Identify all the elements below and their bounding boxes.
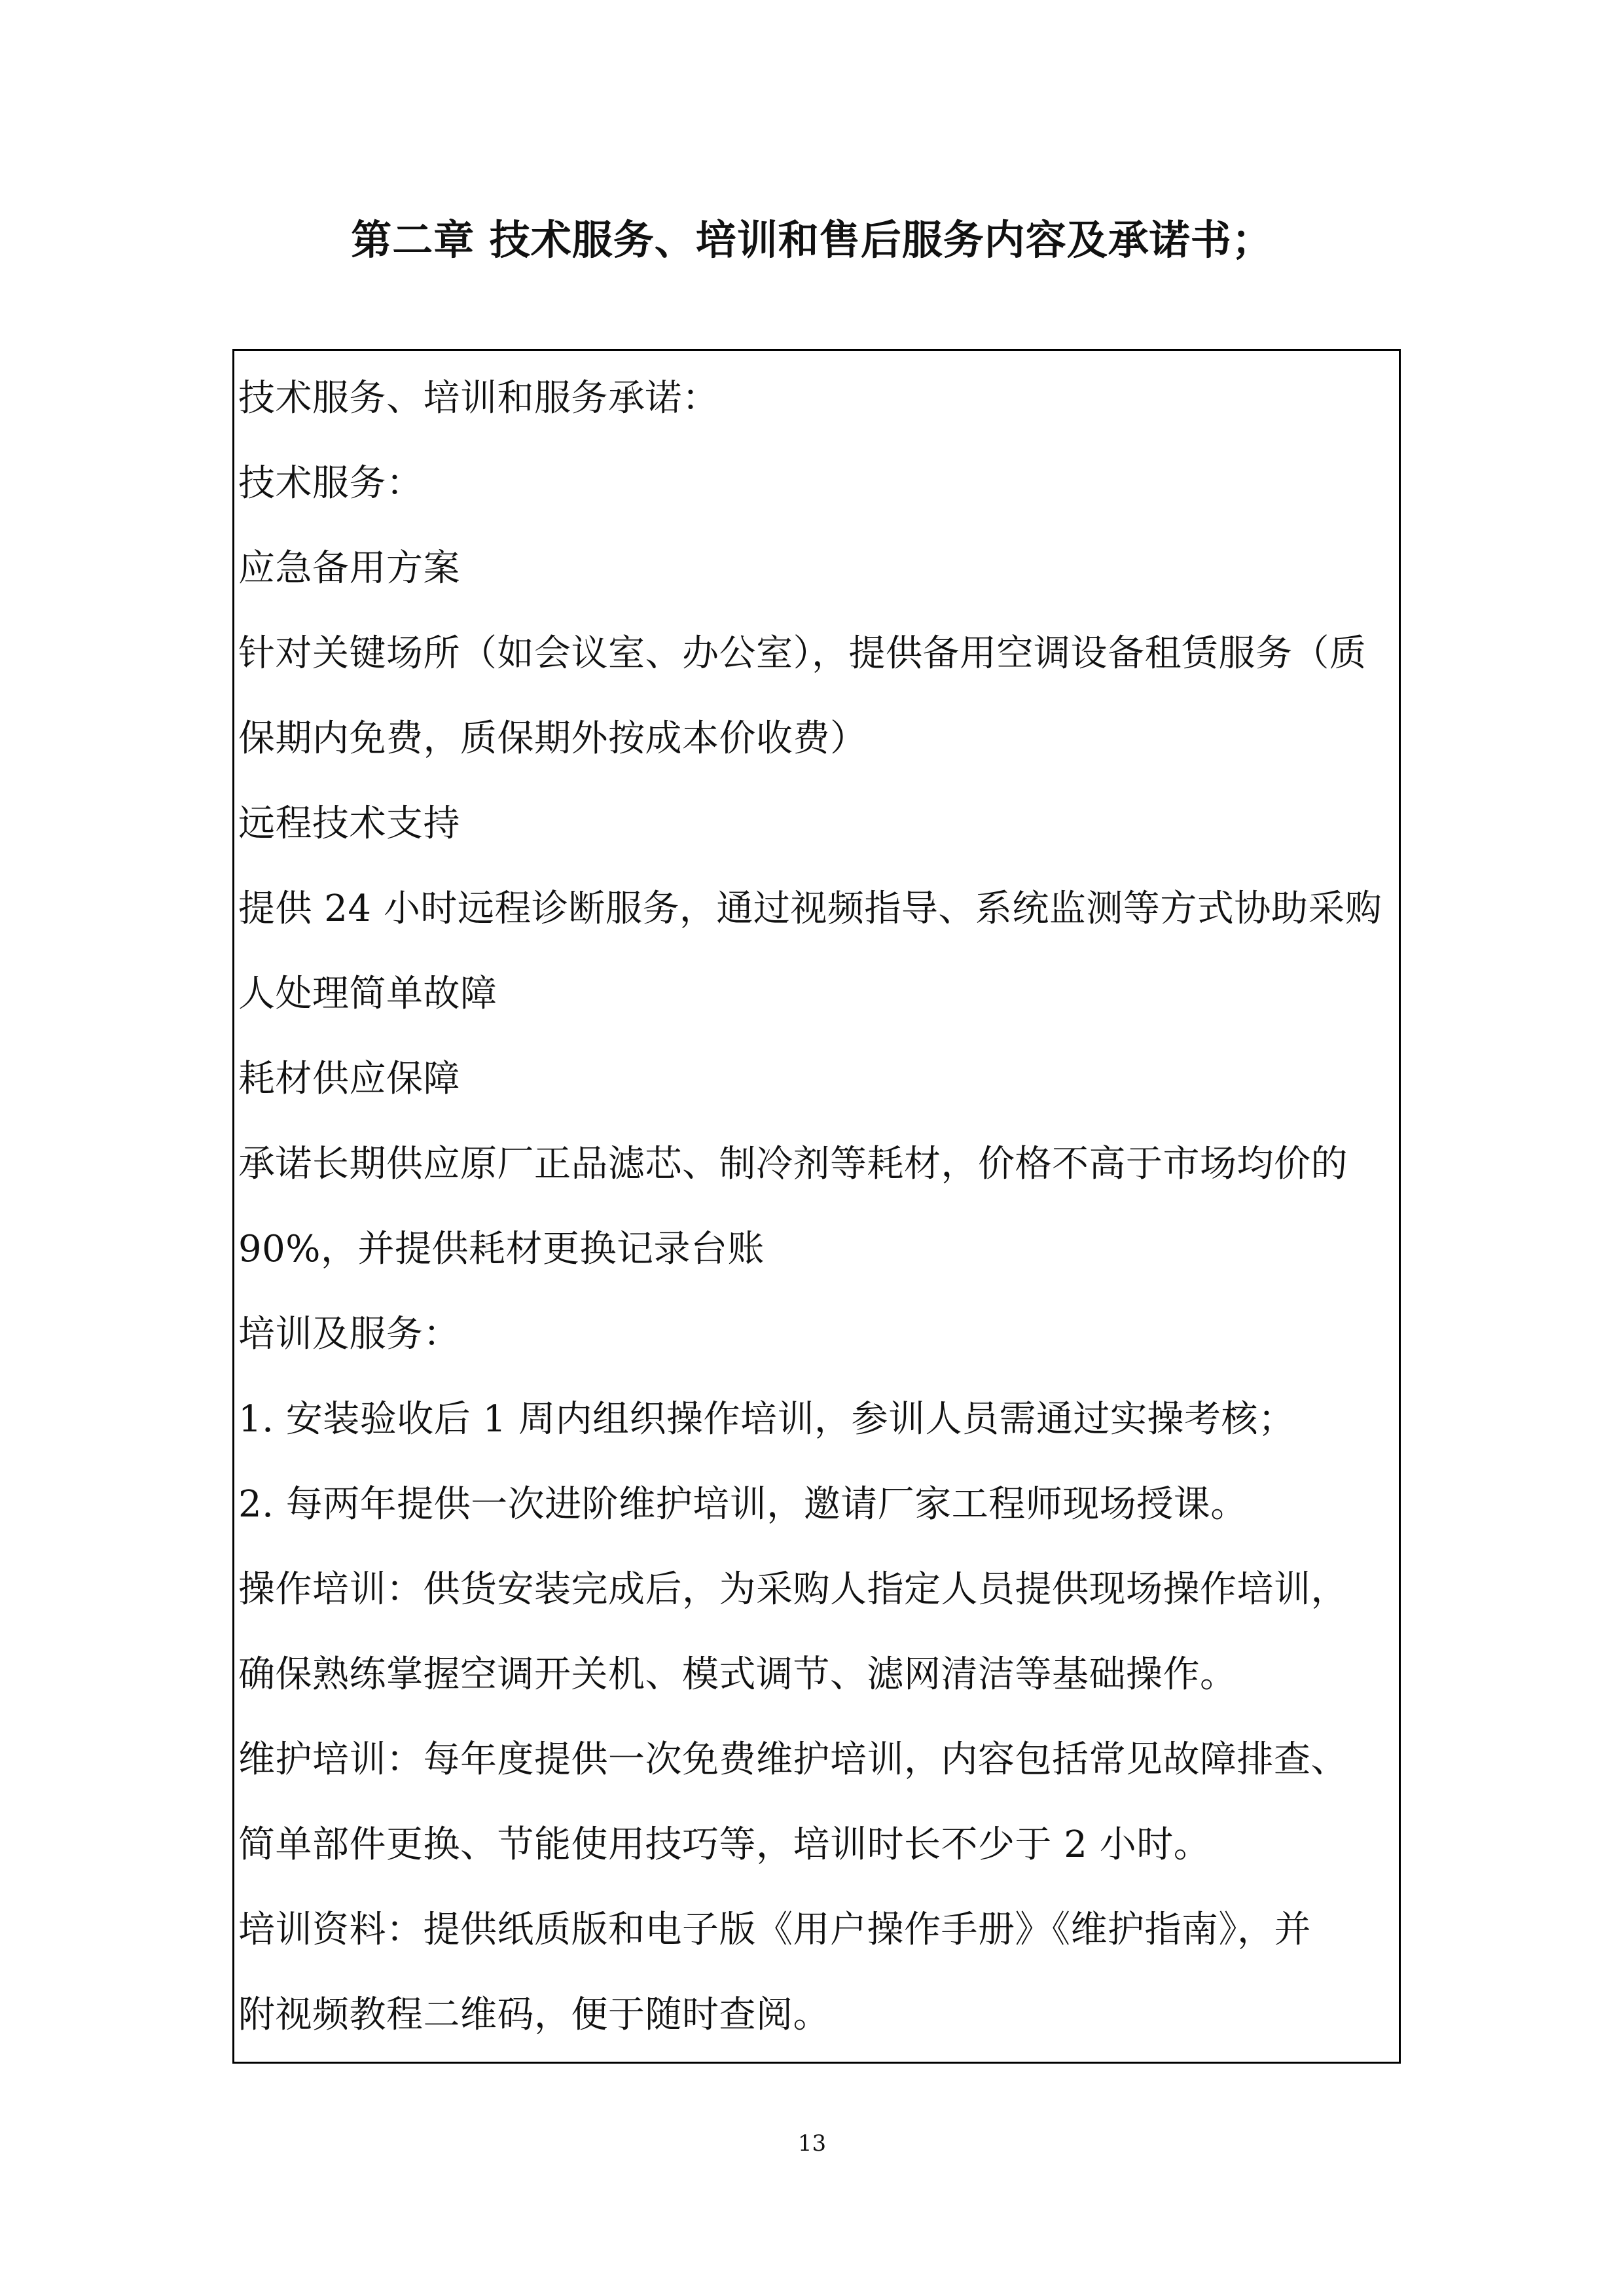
text-line: 应急备用方案 — [238, 547, 460, 590]
text-line: 承诺长期供应原厂正品滤芯、制冷剂等耗材，价格不高于市场均价的 — [238, 1143, 1348, 1185]
page-number: 13 — [797, 2130, 827, 2157]
text-line: 90%，并提供耗材更换记录台账 — [238, 1228, 765, 1270]
text-line: 远程技术支持 — [238, 802, 460, 845]
text-line: 确保熟练掌握空调开关机、模式调节、滤网清洁等基础操作。 — [238, 1653, 1237, 1696]
text-line: 人处理简单故障 — [238, 973, 497, 1015]
text-line: 附视频教程二维码，便于随时查阅。 — [238, 1994, 830, 2036]
text-line: 技术服务： — [238, 462, 424, 505]
text-line: 2. 每两年提供一次进阶维护培训，邀请厂家工程师现场授课。 — [238, 1483, 1248, 1526]
text-line: 保期内免费，质保期外按成本价收费） — [238, 717, 867, 760]
text-line: 1. 安装验收后 1 周内组织操作培训，参训人员需通过实操考核； — [238, 1398, 1295, 1441]
page-title: 第二章 技术服务、培训和售后服务内容及承诺书； — [351, 216, 1273, 264]
text-line: 提供 24 小时远程诊断服务，通过视频指导、系统监测等方式协助采购 — [238, 888, 1382, 930]
text-line: 耗材供应保障 — [238, 1058, 460, 1100]
text-line: 培训资料：提供纸质版和电子版《用户操作手册》《维护指南》，并 — [238, 1909, 1311, 1951]
text-line: 操作培训：供货安装完成后，为采购人指定人员提供现场操作培训， — [238, 1568, 1348, 1611]
text-line: 维护培训：每年度提供一次免费维护培训，内容包括常见故障排查、 — [238, 1738, 1348, 1781]
text-line: 针对关键场所（如会议室、办公室），提供备用空调设备租赁服务（质 — [238, 632, 1367, 675]
text-line: 技术服务、培训和服务承诺： — [238, 377, 719, 420]
text-line: 简单部件更换、节能使用技巧等，培训时长不少于 2 小时。 — [238, 1823, 1211, 1866]
content-box — [232, 349, 1401, 2064]
text-line: 培训及服务： — [238, 1313, 460, 1355]
